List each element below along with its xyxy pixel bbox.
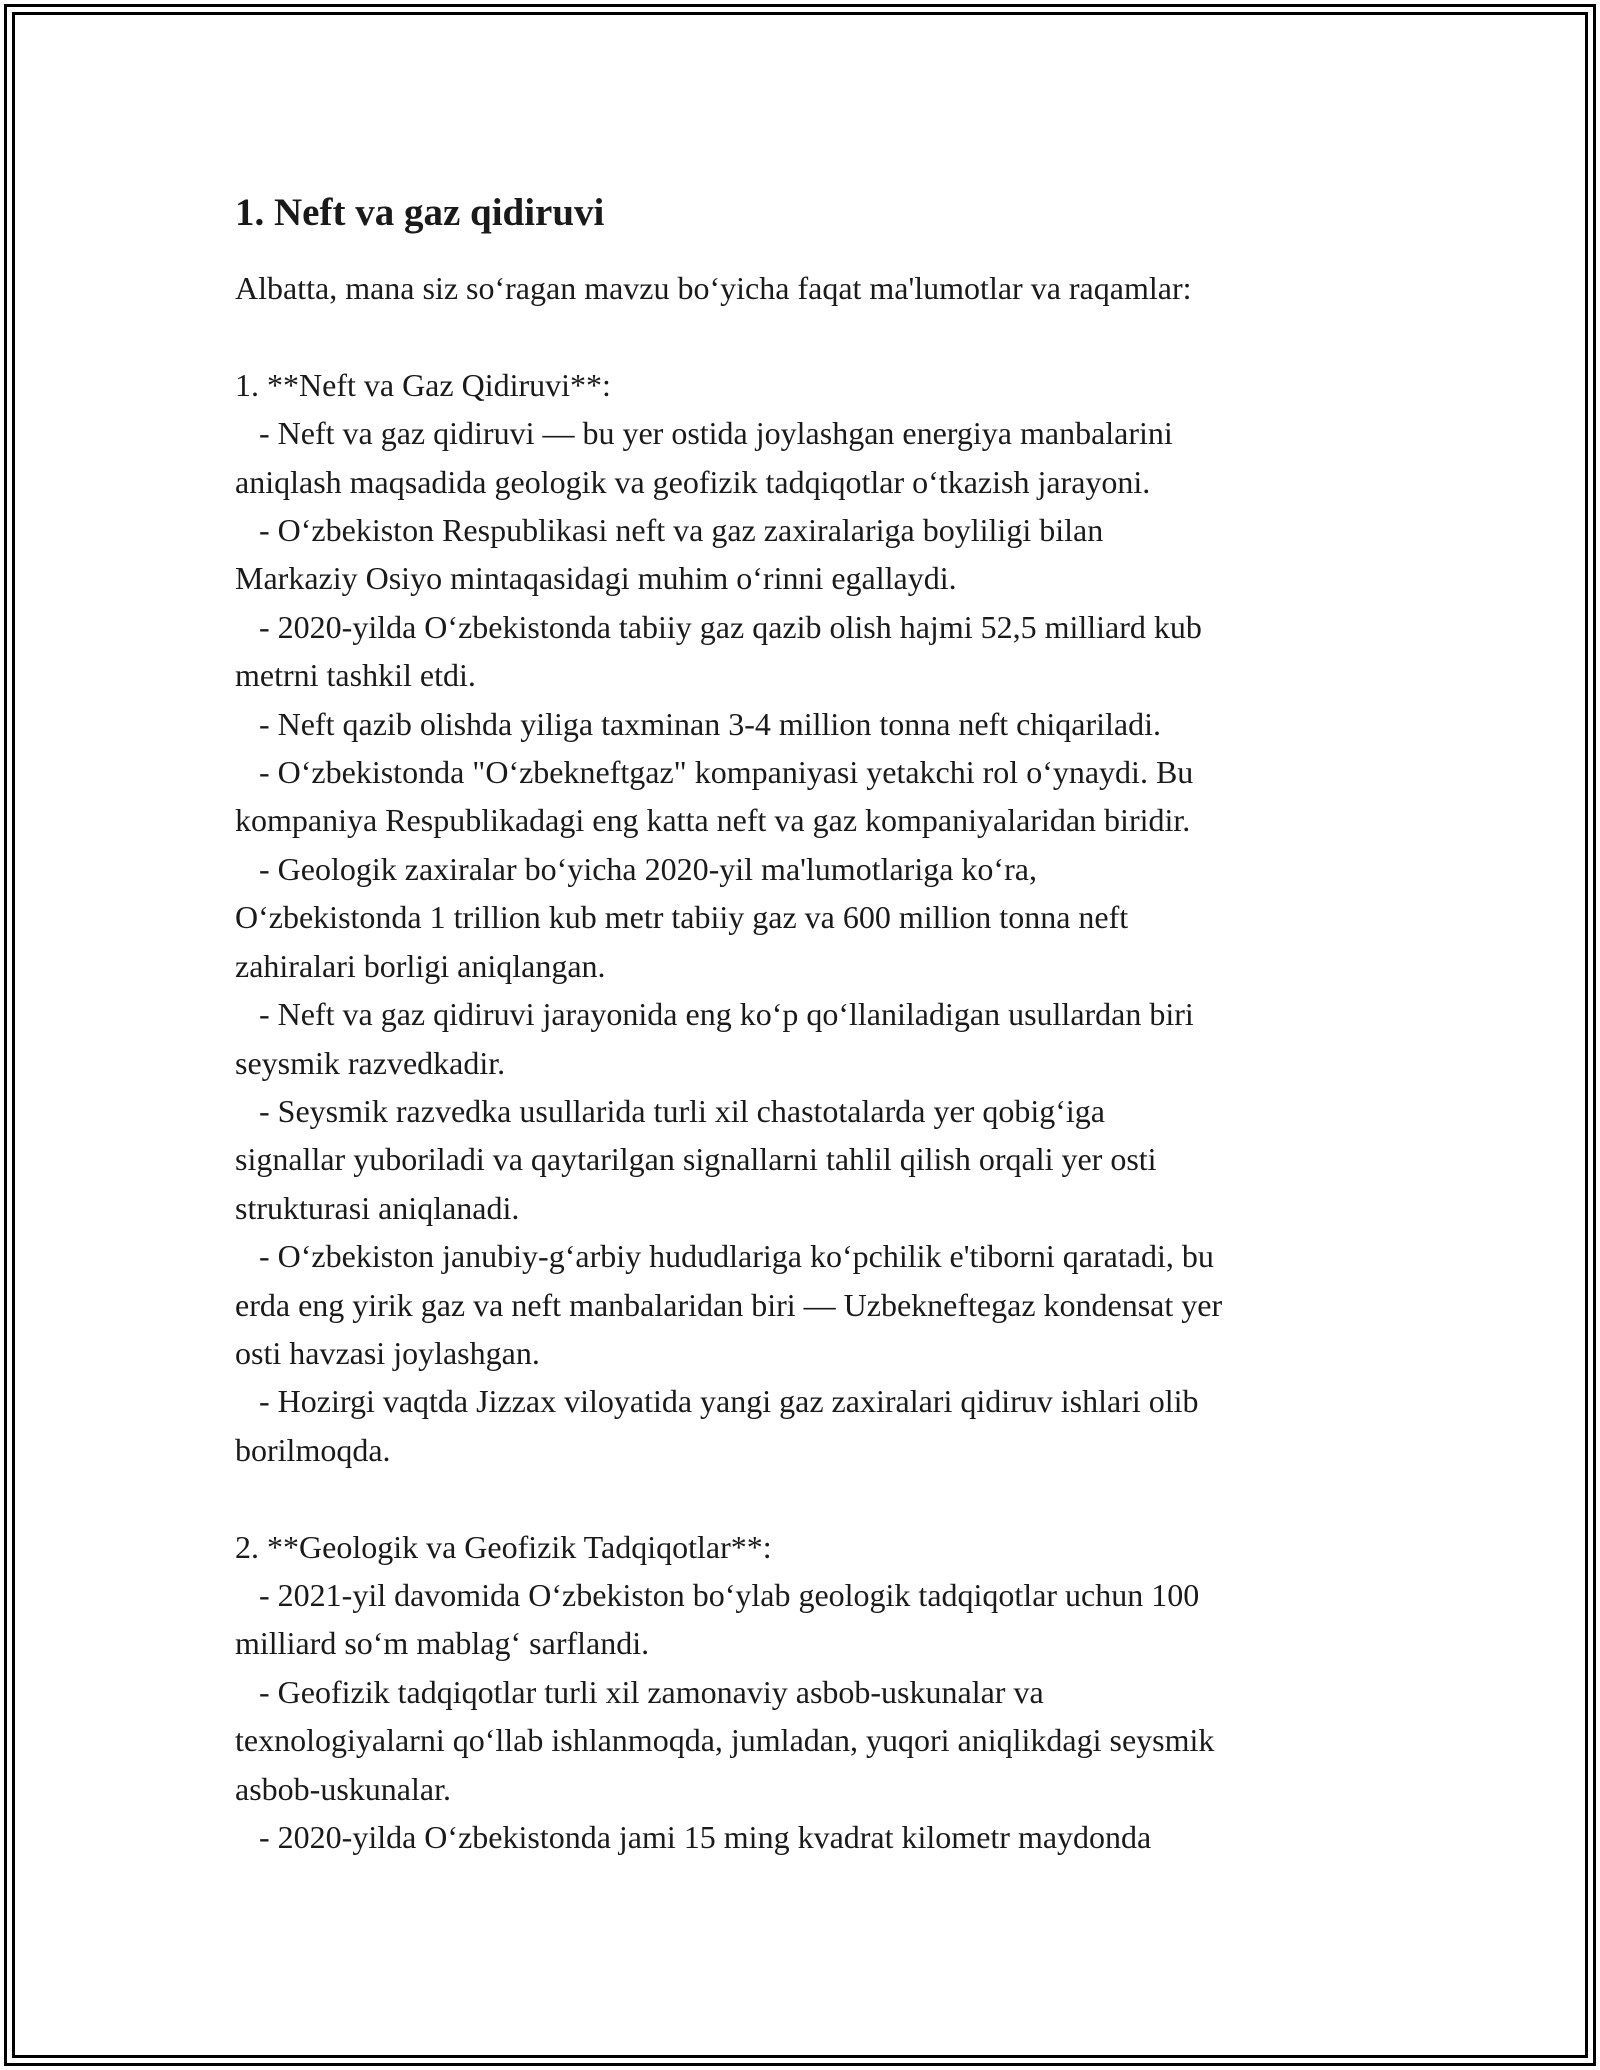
text-line: metrni tashkil etdi. [235,657,476,694]
text-line: milliard so‘m mablag‘ sarflandi. [235,1625,650,1662]
text-line: erda eng yirik gaz va neft manbalaridan biri — Uzbekneftegaz kondensat yer [235,1286,1223,1323]
text-line: Albatta, mana siz so‘ragan mavzu bo‘yicha faqat ma'lumotlar va raqamlar: [235,270,1192,306]
text-line: kompaniya Respublikadagi eng katta neft va gaz kompaniyalaridan biridir. [235,802,1191,839]
text-line: - Neft qazib olishda yiliga taxminan 3-4 million tonna neft chiqariladi. [235,705,1161,742]
text-line: - Neft va gaz qidiruvi — bu yer ostida joylashgan energiya manbalarini [235,415,1173,452]
text-line: - 2020-yilda O‘zbekistonda tabiiy gaz qazib olish hajmi 52,5 milliard kub [235,608,1202,645]
document-body [235,186,1375,1861]
text-line: - Seysmik razvedka usullarida turli xil chastotalarda yer qobig‘iga [235,1092,1105,1129]
text-line: - Hozirgi vaqtda Jizzax viloyatida yangi gaz zaxiralari qidiruv ishlari olib [235,1383,1199,1420]
text-line: - O‘zbekiston janubiy-g‘arbiy hududlariga ko‘pchilik e'tiborni qaratadi, bu [235,1238,1214,1275]
text-line: - Geologik zaxiralar bo‘yicha 2020-yil ma'lumotlariga ko‘ra, [235,850,1037,887]
text-line: zahiralari borligi aniqlangan. [235,947,606,984]
text-line: texnologiyalarni qo‘llab ishlanmoqda, jumladan, yuqori aniqlikdagi seysmik [235,1722,1215,1759]
text-line: strukturasi aniqlanadi. [235,1189,520,1226]
text-line: 1. **Neft va Gaz Qidiruvi**: [235,366,611,403]
text-line: - 2020-yilda O‘zbekistonda jami 15 ming kvadrat kilometr maydonda [235,1819,1152,1855]
text-line: 2. **Geologik va Geofizik Tadqiqotlar**: [235,1528,772,1565]
text-line: signallar yuboriladi va qaytarilgan signallarni tahlil qilish orqali yer osti [235,1141,1157,1178]
text-line: - Geofizik tadqiqotlar turli xil zamonaviy asbob-uskunalar va [235,1673,1044,1710]
text-line: Markaziy Osiyo mintaqasidagi muhim o‘rinni egallaydi. [235,560,957,597]
text-line [235,312,1375,360]
text-line: - Neft va gaz qidiruvi jarayonida eng ko‘p qo‘llaniladigan usullardan biri [235,996,1194,1033]
text-line: seysmik razvedkadir. [235,1044,506,1081]
text-line: - O‘zbekistonda "O‘zbekneftgaz" kompaniyasi yetakchi rol o‘ynaydi. Bu [235,754,1194,791]
document-heading: 1. Neft va gaz qidiruvi [235,191,605,234]
text-line: asbob-uskunalar. [235,1770,451,1807]
text-line: - O‘zbekiston Respublikasi neft va gaz zaxiralariga boyliligi bilan [235,512,1104,549]
text-line: borilmoqda. [235,1431,391,1468]
text-line: O‘zbekistonda 1 trillion kub metr tabiiy gaz va 600 million tonna neft [235,899,1129,936]
text-line [235,1474,1375,1522]
document-text [235,264,1375,1861]
text-line: - 2021-yil davomida O‘zbekiston bo‘ylab geologik tadqiqotlar uchun 100 [235,1576,1200,1613]
text-line: osti havzasi joylashgan. [235,1334,540,1371]
text-line: aniqlash maqsadida geologik va geofizik tadqiqotlar o‘tkazish jarayoni. [235,463,1151,500]
